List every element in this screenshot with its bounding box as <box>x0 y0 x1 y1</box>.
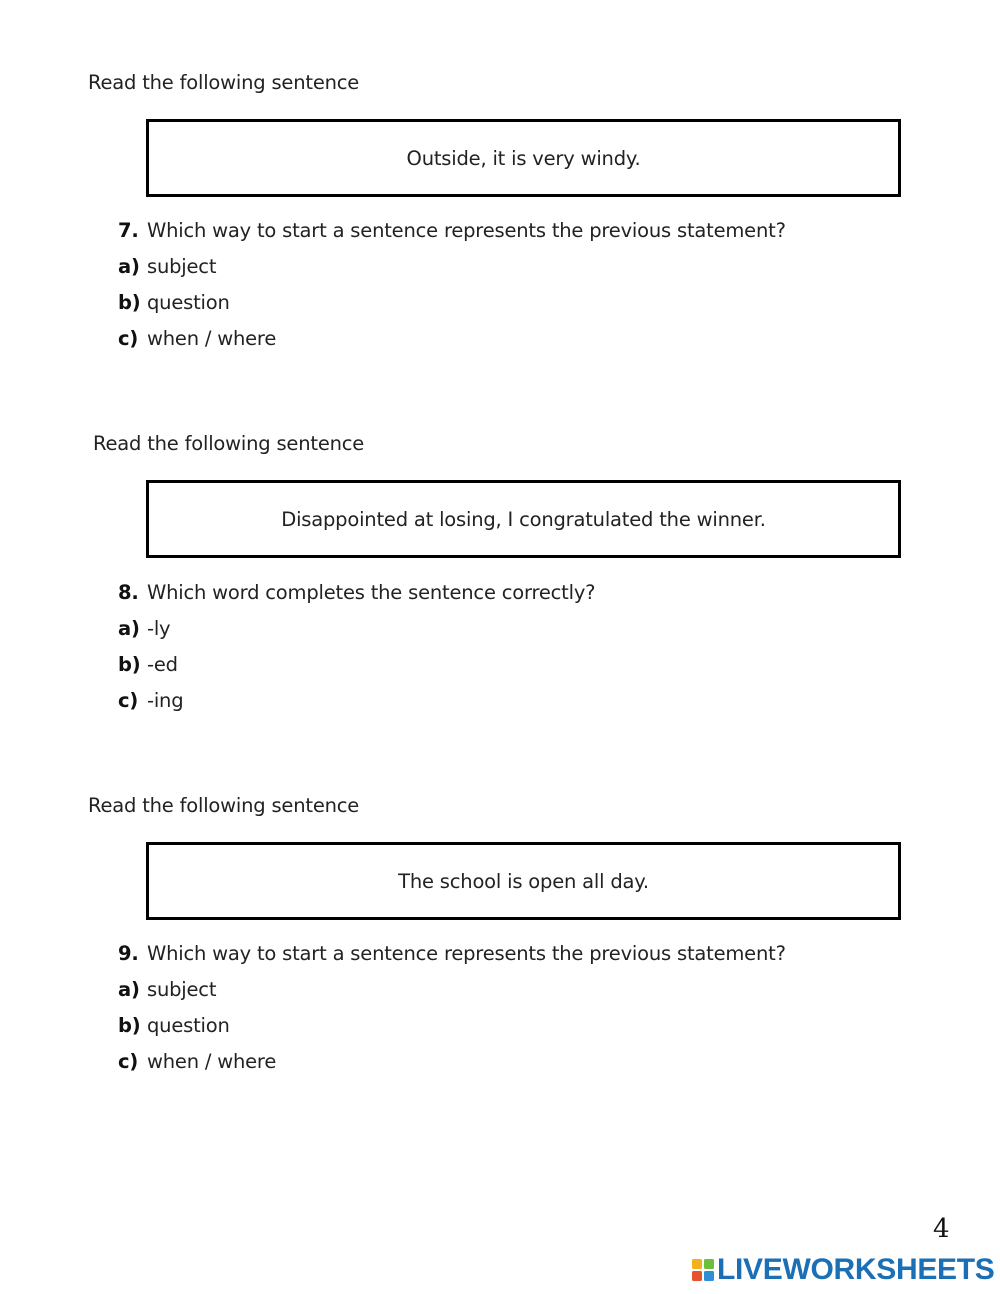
option-a[interactable] <box>118 255 216 279</box>
read-instruction: Read the following sentence <box>88 71 360 94</box>
read-instruction: Read the following sentence <box>93 432 365 455</box>
sentence-box <box>146 842 901 920</box>
question-number: 9. <box>118 942 139 965</box>
question-text: Which word completes the sentence correctly? <box>147 581 596 604</box>
sentence-box <box>146 480 901 558</box>
sentence-box <box>146 119 901 197</box>
question-7 <box>118 219 786 243</box>
option-c[interactable] <box>118 689 183 713</box>
option-c[interactable] <box>118 327 276 351</box>
option-text: question <box>147 291 230 314</box>
question-9 <box>118 942 786 966</box>
option-b[interactable] <box>118 1014 230 1038</box>
question-text: Which way to start a sentence represents the previous statement? <box>147 942 786 965</box>
sentence-text: Outside, it is very windy. <box>406 146 641 170</box>
option-text: question <box>147 1014 230 1037</box>
liveworksheets-brand[interactable] <box>691 1252 995 1288</box>
liveworksheets-logo-icon <box>691 1258 715 1282</box>
option-letter: a) <box>118 255 140 278</box>
option-text: -ed <box>147 653 178 676</box>
option-letter: b) <box>118 1014 141 1037</box>
sentence-text: The school is open all day. <box>398 869 649 893</box>
question-number: 7. <box>118 219 139 242</box>
option-letter: b) <box>118 291 141 314</box>
option-text: subject <box>147 255 217 278</box>
option-letter: c) <box>118 689 139 712</box>
question-8 <box>118 581 595 605</box>
option-letter: a) <box>118 978 140 1001</box>
option-letter: c) <box>118 327 139 350</box>
option-c[interactable] <box>118 1050 276 1074</box>
option-b[interactable] <box>118 291 230 315</box>
option-a[interactable] <box>118 617 170 641</box>
sentence-text: Disappointed at losing, I congratulated the winner. <box>281 507 766 531</box>
page-number: 4 <box>933 1214 950 1244</box>
option-text: subject <box>147 978 217 1001</box>
brand-name: LIVEWORKSHEETS <box>717 1253 995 1286</box>
question-text: Which way to start a sentence represents the previous statement? <box>147 219 786 242</box>
option-a[interactable] <box>118 978 216 1002</box>
question-number: 8. <box>118 581 139 604</box>
option-letter: c) <box>118 1050 139 1073</box>
option-text: when / where <box>147 327 277 350</box>
option-text: -ly <box>147 617 171 640</box>
option-text: -ing <box>147 689 184 712</box>
option-letter: a) <box>118 617 140 640</box>
read-instruction: Read the following sentence <box>88 794 360 817</box>
option-text: when / where <box>147 1050 277 1073</box>
option-letter: b) <box>118 653 141 676</box>
option-b[interactable] <box>118 653 178 677</box>
